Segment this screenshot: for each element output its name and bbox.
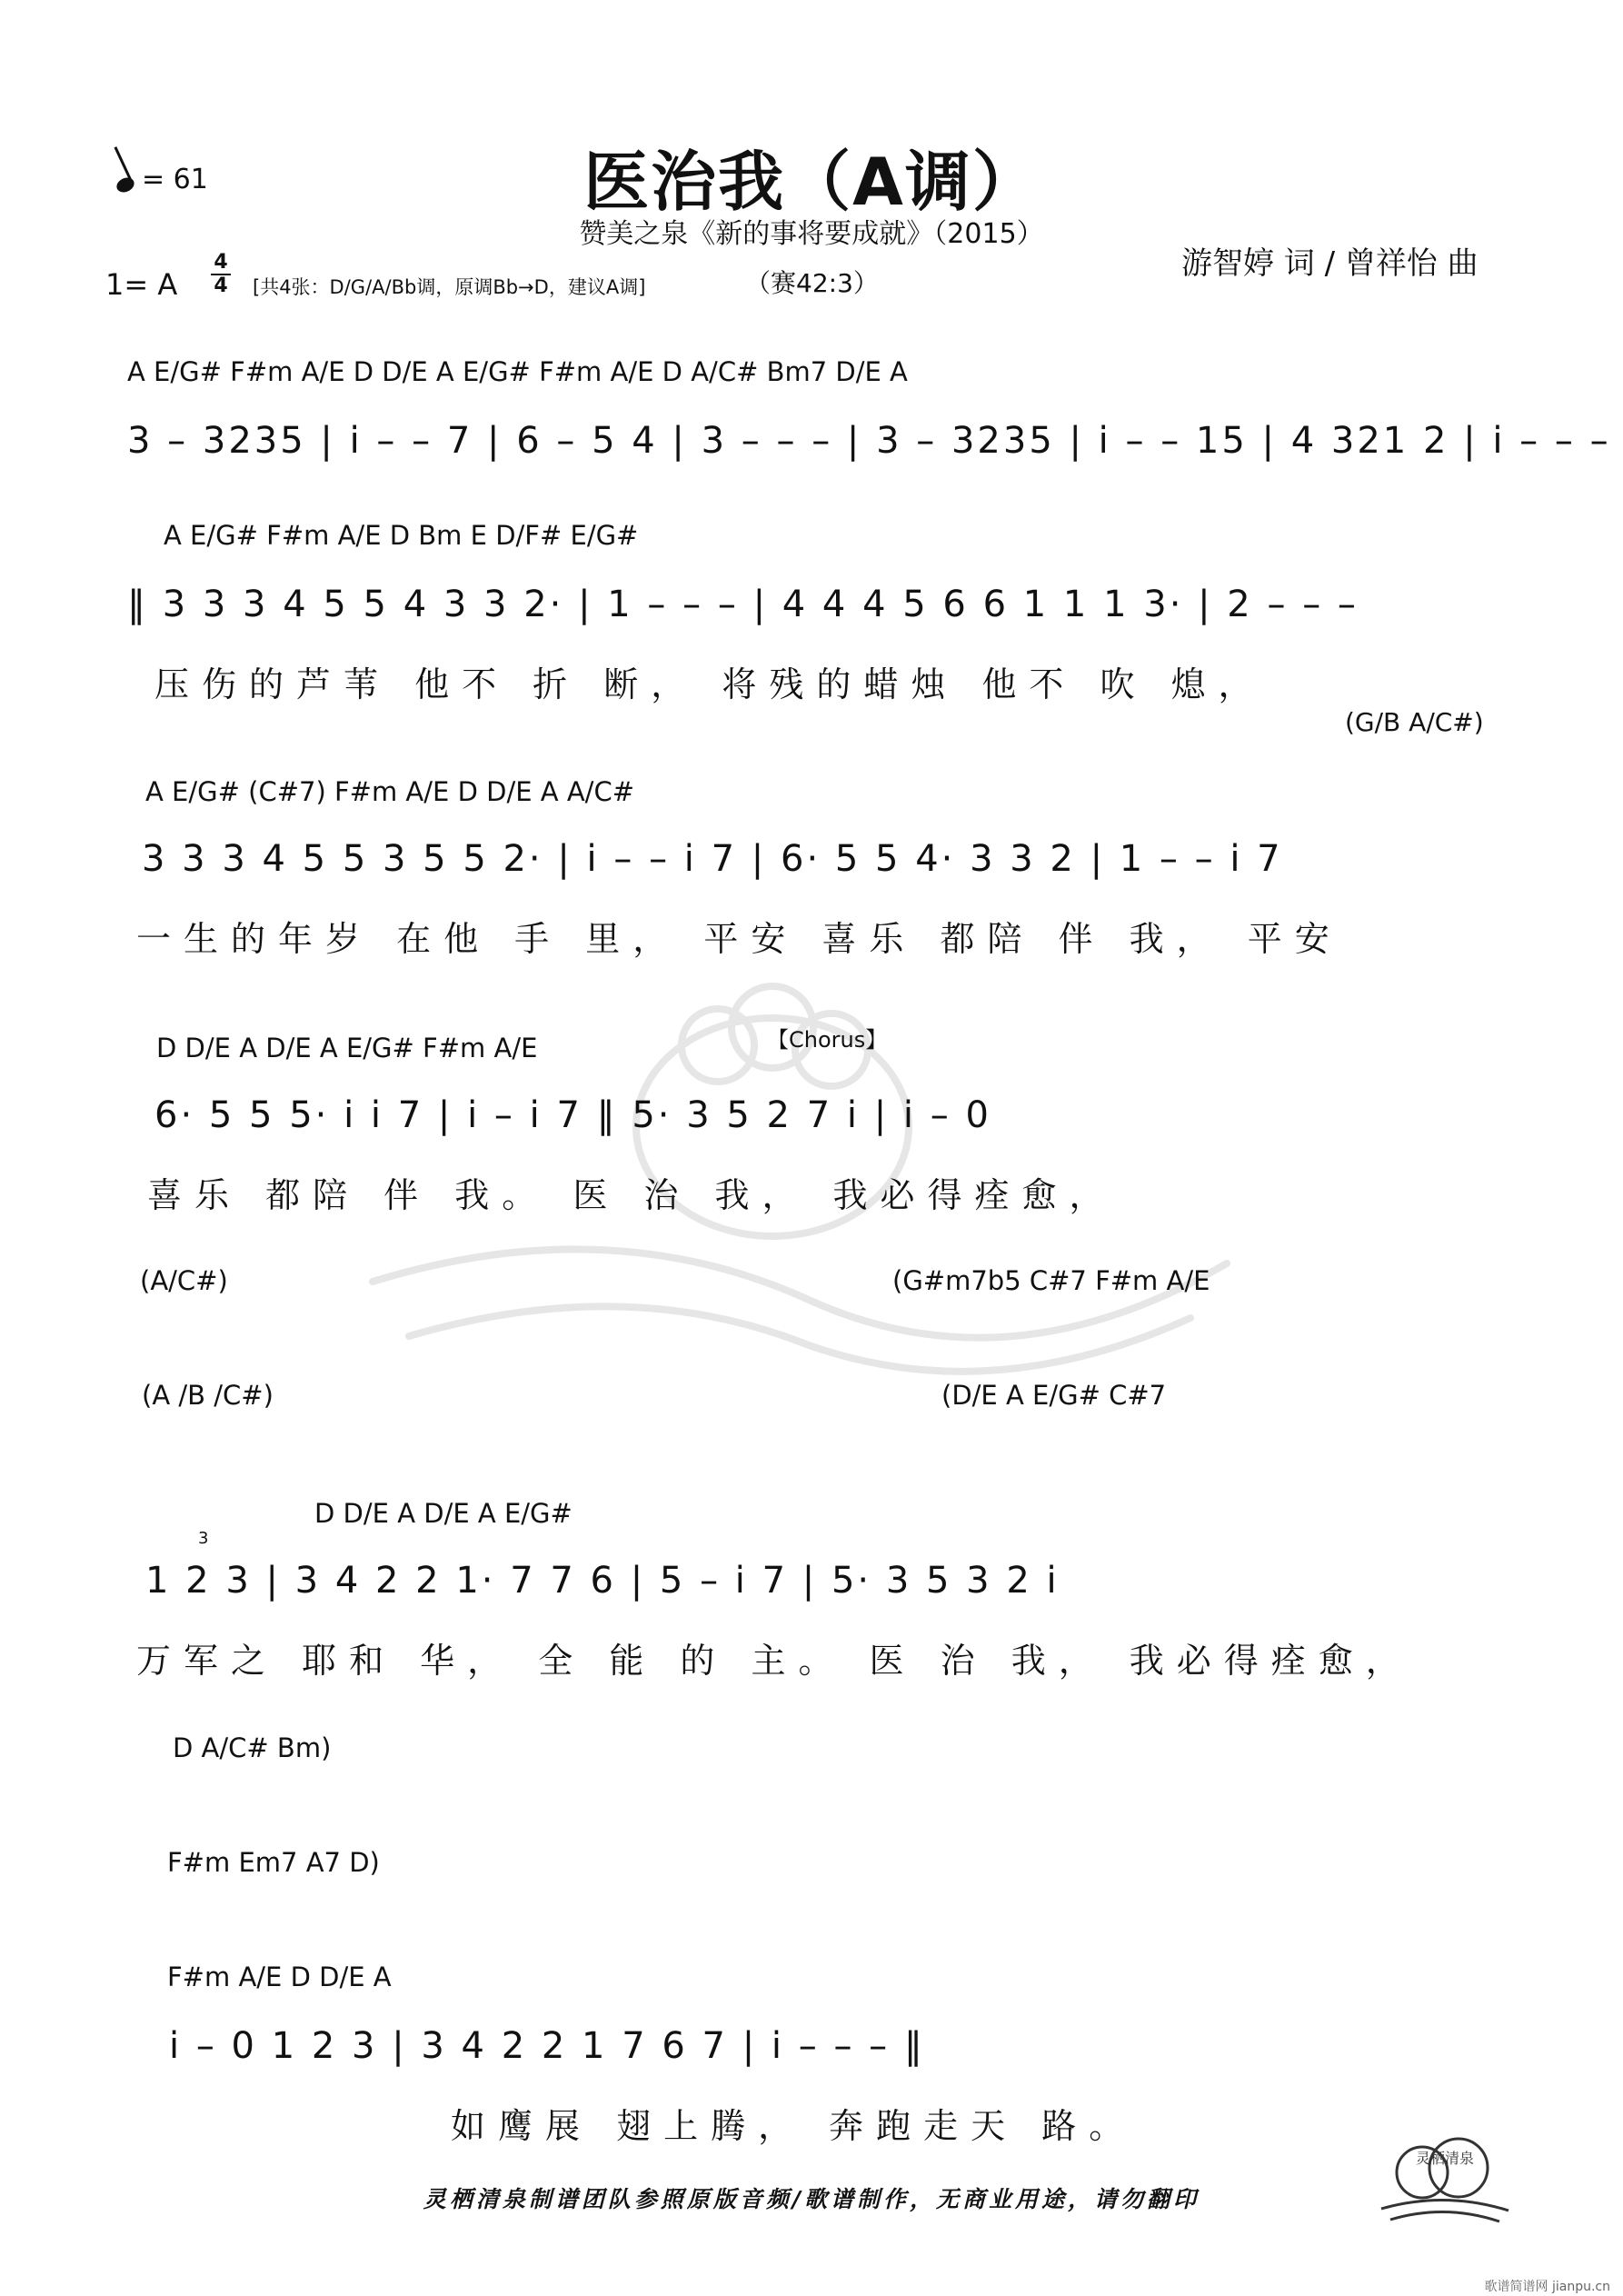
chorus-label: 【Chorus】 (767, 1027, 888, 1053)
line3-lyrics: 一生的年岁 在他 手 里， 平安 喜乐 都陪 伴 我， 平安 (136, 919, 1342, 959)
line1-notes: 3 – 3235 | i – – 7 | 6 – 5 4 | 3 – – – | 3 – 3235 | i – – 15 | 4 321 2 | i – – – (127, 420, 1611, 462)
alt-chords-row3b: F#m Em7 A7 D) (167, 1847, 380, 1878)
line4-chords: D D/E A D/E A E/G# F#m A/E (156, 1033, 538, 1063)
line2-lyrics: 压伤的芦苇 他不 折 断， 将残的蜡烛 他不 吹 熄， (154, 664, 1266, 704)
copyright-footer: 灵栖清泉制谱团队参照原版音频/歌谱制作，无商业用途，请勿翻印 (423, 2186, 1200, 2212)
quarter-note-icon (115, 175, 136, 195)
line5-lyrics: 万军之 耶和 华， 全 能 的 主。 医 治 我， 我必得痊愈， (136, 1641, 1413, 1681)
time-signature-top: 4 (214, 251, 228, 274)
credits: 游智婷 词 / 曾祥怡 曲 (1181, 245, 1479, 282)
time-signature-bottom: 4 (214, 275, 228, 297)
line3-notes: 3 3 3 4 5 5 3 5 5 2· | i – – i 7 | 6· 5 5 4· 3 3 2 | 1 – – i 7 (142, 838, 1283, 880)
line2-alt-chords: (G/B A/C#) (1345, 707, 1484, 737)
song-title: 医治我（A调） (583, 144, 1040, 220)
alt-chords-row2-right: (D/E A E/G# C#7 (941, 1380, 1167, 1411)
sheep-logo-icon (1372, 2127, 1518, 2227)
alt-chords-row3a: D A/C# Bm) (173, 1732, 332, 1763)
line6-notes: i – 0 1 2 3 | 3 4 2 2 1 7 6 7 | i – – – ‖ (169, 2025, 925, 2067)
line6-lyrics: 如鹰展 翅上腾， 奔跑走天 路。 (451, 2106, 1137, 2146)
watermark-icon (336, 918, 1263, 1391)
tempo-marking (116, 164, 208, 195)
time-signature (211, 253, 231, 296)
line5-chords: D D/E A D/E A E/G# (314, 1498, 573, 1529)
alt-chords-row2-left: (A /B /C#) (142, 1380, 274, 1411)
line4-lyrics: 喜乐 都陪 伴 我。 医 治 我， 我必得痊愈， (147, 1175, 1117, 1215)
line3-chords: A E/G# (C#7) F#m A/E D D/E A A/C# (145, 776, 634, 807)
alt-chords-row1-right: (G#m7b5 C#7 F#m A/E (892, 1265, 1210, 1296)
line4-notes: 6· 5 5 5· i i 7 | i – i 7 ‖ 5· 3 5 2 7 i | i – 0 (154, 1094, 991, 1136)
key-note: [共4张：D/G/A/Bb调，原调Bb→D，建议A调] (253, 276, 646, 298)
triplet-mark: 3 (198, 1529, 209, 1548)
album-subtitle: 赞美之泉《新的事将要成就》（2015） (579, 218, 1044, 250)
line1-chords: A E/G# F#m A/E D D/E A E/G# F#m A/E D A/C# Bm7 D/E A (127, 356, 908, 387)
line5-notes: 1 2 3 | 3 4 2 2 1· 7 7 6 | 5 – i 7 | 5· 3 5 3 2 i (145, 1560, 1060, 1602)
svg-text:灵栖清泉: 灵栖清泉 (1415, 2150, 1475, 2167)
line2-notes: ‖ 3 3 3 4 5 5 4 3 3 2· | 1 – – – | 4 4 4 5 6 6 1 1 1 3· | 2 – – – (127, 584, 1359, 625)
line6-chords: F#m A/E D D/E A (167, 1962, 392, 1992)
scripture-ref: （赛42:3） (745, 268, 879, 298)
line2-chords: A E/G# F#m A/E D Bm E D/F# E/G# (164, 520, 639, 551)
site-mark: 歌谱简谱网 jianpu.cn (1484, 2280, 1610, 2294)
key-signature: 1= A (105, 267, 178, 302)
alt-chords-row1-left: (A/C#) (140, 1265, 228, 1296)
tempo-value: = 61 (142, 164, 208, 195)
